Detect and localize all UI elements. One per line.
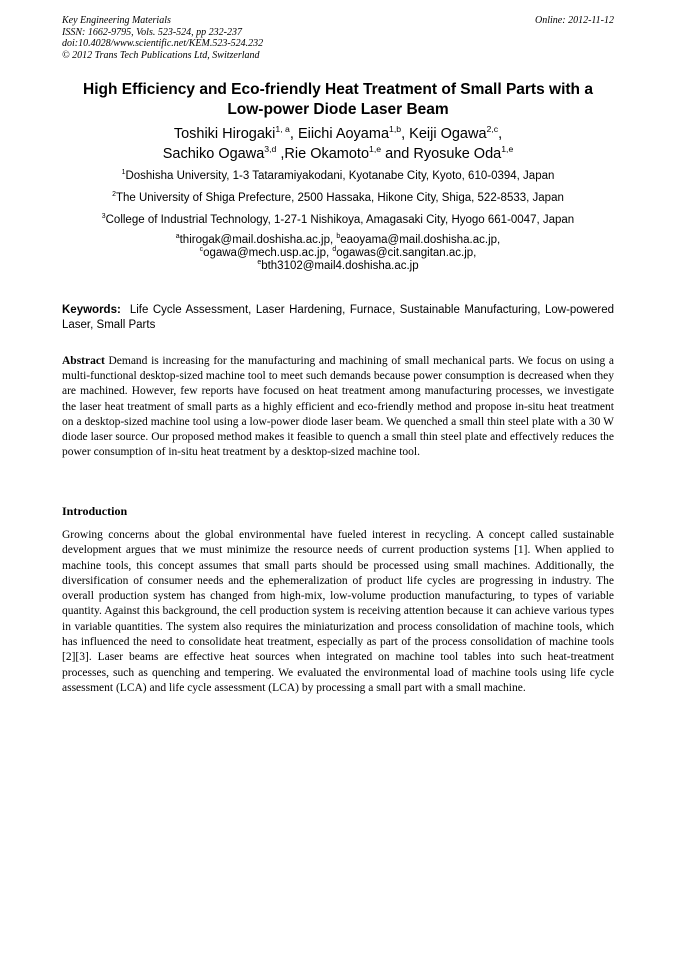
online-date: Online: 2012-11-12	[535, 15, 614, 26]
affiliation-text: Doshisha University, 1-3 Tataramiyakodani, Kyotanabe City, Kyoto, 610-0394, Japan	[125, 170, 555, 182]
journal-meta	[62, 15, 614, 61]
affiliation-number: 2	[112, 191, 116, 199]
email-address[interactable]: ogawas@cit.sangitan.ac.jp,	[336, 247, 477, 259]
author-affiliation-mark: 1,e	[369, 144, 382, 155]
affiliation-2	[62, 191, 614, 205]
copyright: © 2012 Trans Tech Publications Ltd, Switzerland	[62, 49, 260, 61]
introduction-text: Growing concerns about the global environmental have fueled interest in recycling. A concept called sustainable development argues that we must minimize the resource needs of current production systems [1]. When applied to machine tools, this concept assumes that small parts should be processed using small machines. Additionally, the diversification of consumer needs and the ephemeralization of product life cycles are progressing in industry. The overall production system has changed from high-mix, low-volume production manufacturing, to types of variable quantity. Against this background, the cell production system is receiving attention because it can achieve various types in variable quantities. The system also requires the miniaturization and process consolidation of machine tools, which has influenced the need to consolidate heat treatment, especially as part of the process consolidation of machine tools [2][3]. Laser beams are effective heat sources when integrated on machine tool tables into such heat-treatment processes, such as quenching and tempering. We evaluated the environmental load of machine tools using life cycle assessment (LCA) and life cycle assessment (LCA) by processing a small part with a small machine.	[62, 529, 614, 694]
author-separator: ,	[401, 126, 410, 142]
email-address[interactable]: thirogak@mail.doshisha.ac.jp,	[179, 234, 337, 246]
author-affiliation-mark: 3,d	[264, 144, 277, 155]
email-line-2	[62, 247, 614, 260]
affiliation-text: The University of Shiga Prefecture, 2500 Hassaka, Hikone City, Shiga, 522-8533, Japan	[115, 192, 564, 204]
keywords-label: Keywords:	[62, 304, 121, 316]
email-line-3	[62, 260, 614, 273]
email-mark: a	[175, 233, 180, 241]
author-emails	[62, 234, 614, 273]
author-affiliation-mark: 2,c	[486, 124, 499, 135]
keywords	[62, 303, 614, 332]
affiliation-text: College of Industrial Technology, 1-27-1 Nishikoya, Amagasaki City, Hyogo 661-0047, Japan	[105, 214, 575, 226]
author-line-1	[62, 124, 614, 144]
email-mark: c	[199, 246, 204, 254]
issn: ISSN: 1662-9795, Vols. 523-524, pp 232-237	[62, 26, 242, 38]
author-separator: ,	[289, 126, 298, 142]
abstract	[62, 354, 614, 460]
author-name: Ryosuke Oda	[413, 146, 502, 162]
email-address[interactable]: eaoyama@mail.doshisha.ac.jp,	[340, 234, 501, 246]
author-name: Keiji Ogawa	[409, 126, 487, 142]
author-affiliation-mark: 1, a	[275, 124, 290, 135]
abstract-label: Abstract	[62, 355, 105, 367]
author-name: Rie Okamoto	[284, 146, 370, 162]
email-address[interactable]: bth3102@mail4.doshisha.ac.jp	[261, 260, 419, 272]
paper-title	[62, 80, 614, 120]
email-mark: e	[257, 259, 262, 267]
author-list	[62, 124, 614, 164]
introduction-heading: Introduction	[62, 504, 128, 518]
email-line-1	[62, 234, 614, 247]
author-name: Sachiko Ogawa	[162, 146, 265, 162]
title-line-2: Low-power Diode Laser Beam	[227, 101, 449, 118]
doi: doi:10.4028/www.scientific.net/KEM.523-524.232	[62, 38, 264, 49]
author-separator: and	[381, 146, 414, 162]
affiliation-number: 1	[121, 169, 126, 177]
abstract-text: Demand is increasing for the manufacturing and machining of small mechanical parts. We focus on using a multi-functional desktop-sized machine tool to meet such demands because power consumption is decreased when they are machined. However, few reports have focused on heat treatment among manufacturing processes, we investigate the laser heat treatment of small parts as a highly efficient and eco-friendly method and propose in-situ heat treatment on a desktop-sized machine tool using a low-power diode laser beam. We quenched a small thin steel plate with a 30 W diode laser source. Our proposed method makes it feasible to quench a small thin steel plate and effectively reduces the power consumption of in-situ heat treatment by a desktop-sized machine tool.	[62, 355, 614, 459]
author-affiliation-mark: 1,e	[501, 144, 514, 155]
author-separator: ,	[276, 146, 285, 162]
author-name: Toshiki Hirogaki	[173, 126, 276, 142]
email-address[interactable]: ogawa@mech.usp.ac.jp,	[203, 247, 333, 259]
email-mark: d	[332, 246, 337, 254]
author-name: Eiichi Aoyama	[297, 126, 390, 142]
affiliation-3	[62, 213, 614, 227]
author-separator: ,	[498, 126, 503, 142]
keywords-text: Life Cycle Assessment, Laser Hardening, Furnace, Sustainable Manufacturing, Low-powered Laser, Small Parts	[62, 304, 615, 331]
title-line-1: High Efficiency and Eco-friendly Heat Treatment of Small Parts with a	[83, 81, 593, 98]
author-line-2	[62, 144, 614, 164]
journal-name: Key Engineering Materials	[62, 15, 171, 26]
affiliation-number: 3	[101, 213, 106, 221]
affiliation-1	[62, 169, 614, 183]
author-affiliation-mark: 1,b	[389, 124, 402, 135]
email-mark: b	[336, 233, 341, 241]
